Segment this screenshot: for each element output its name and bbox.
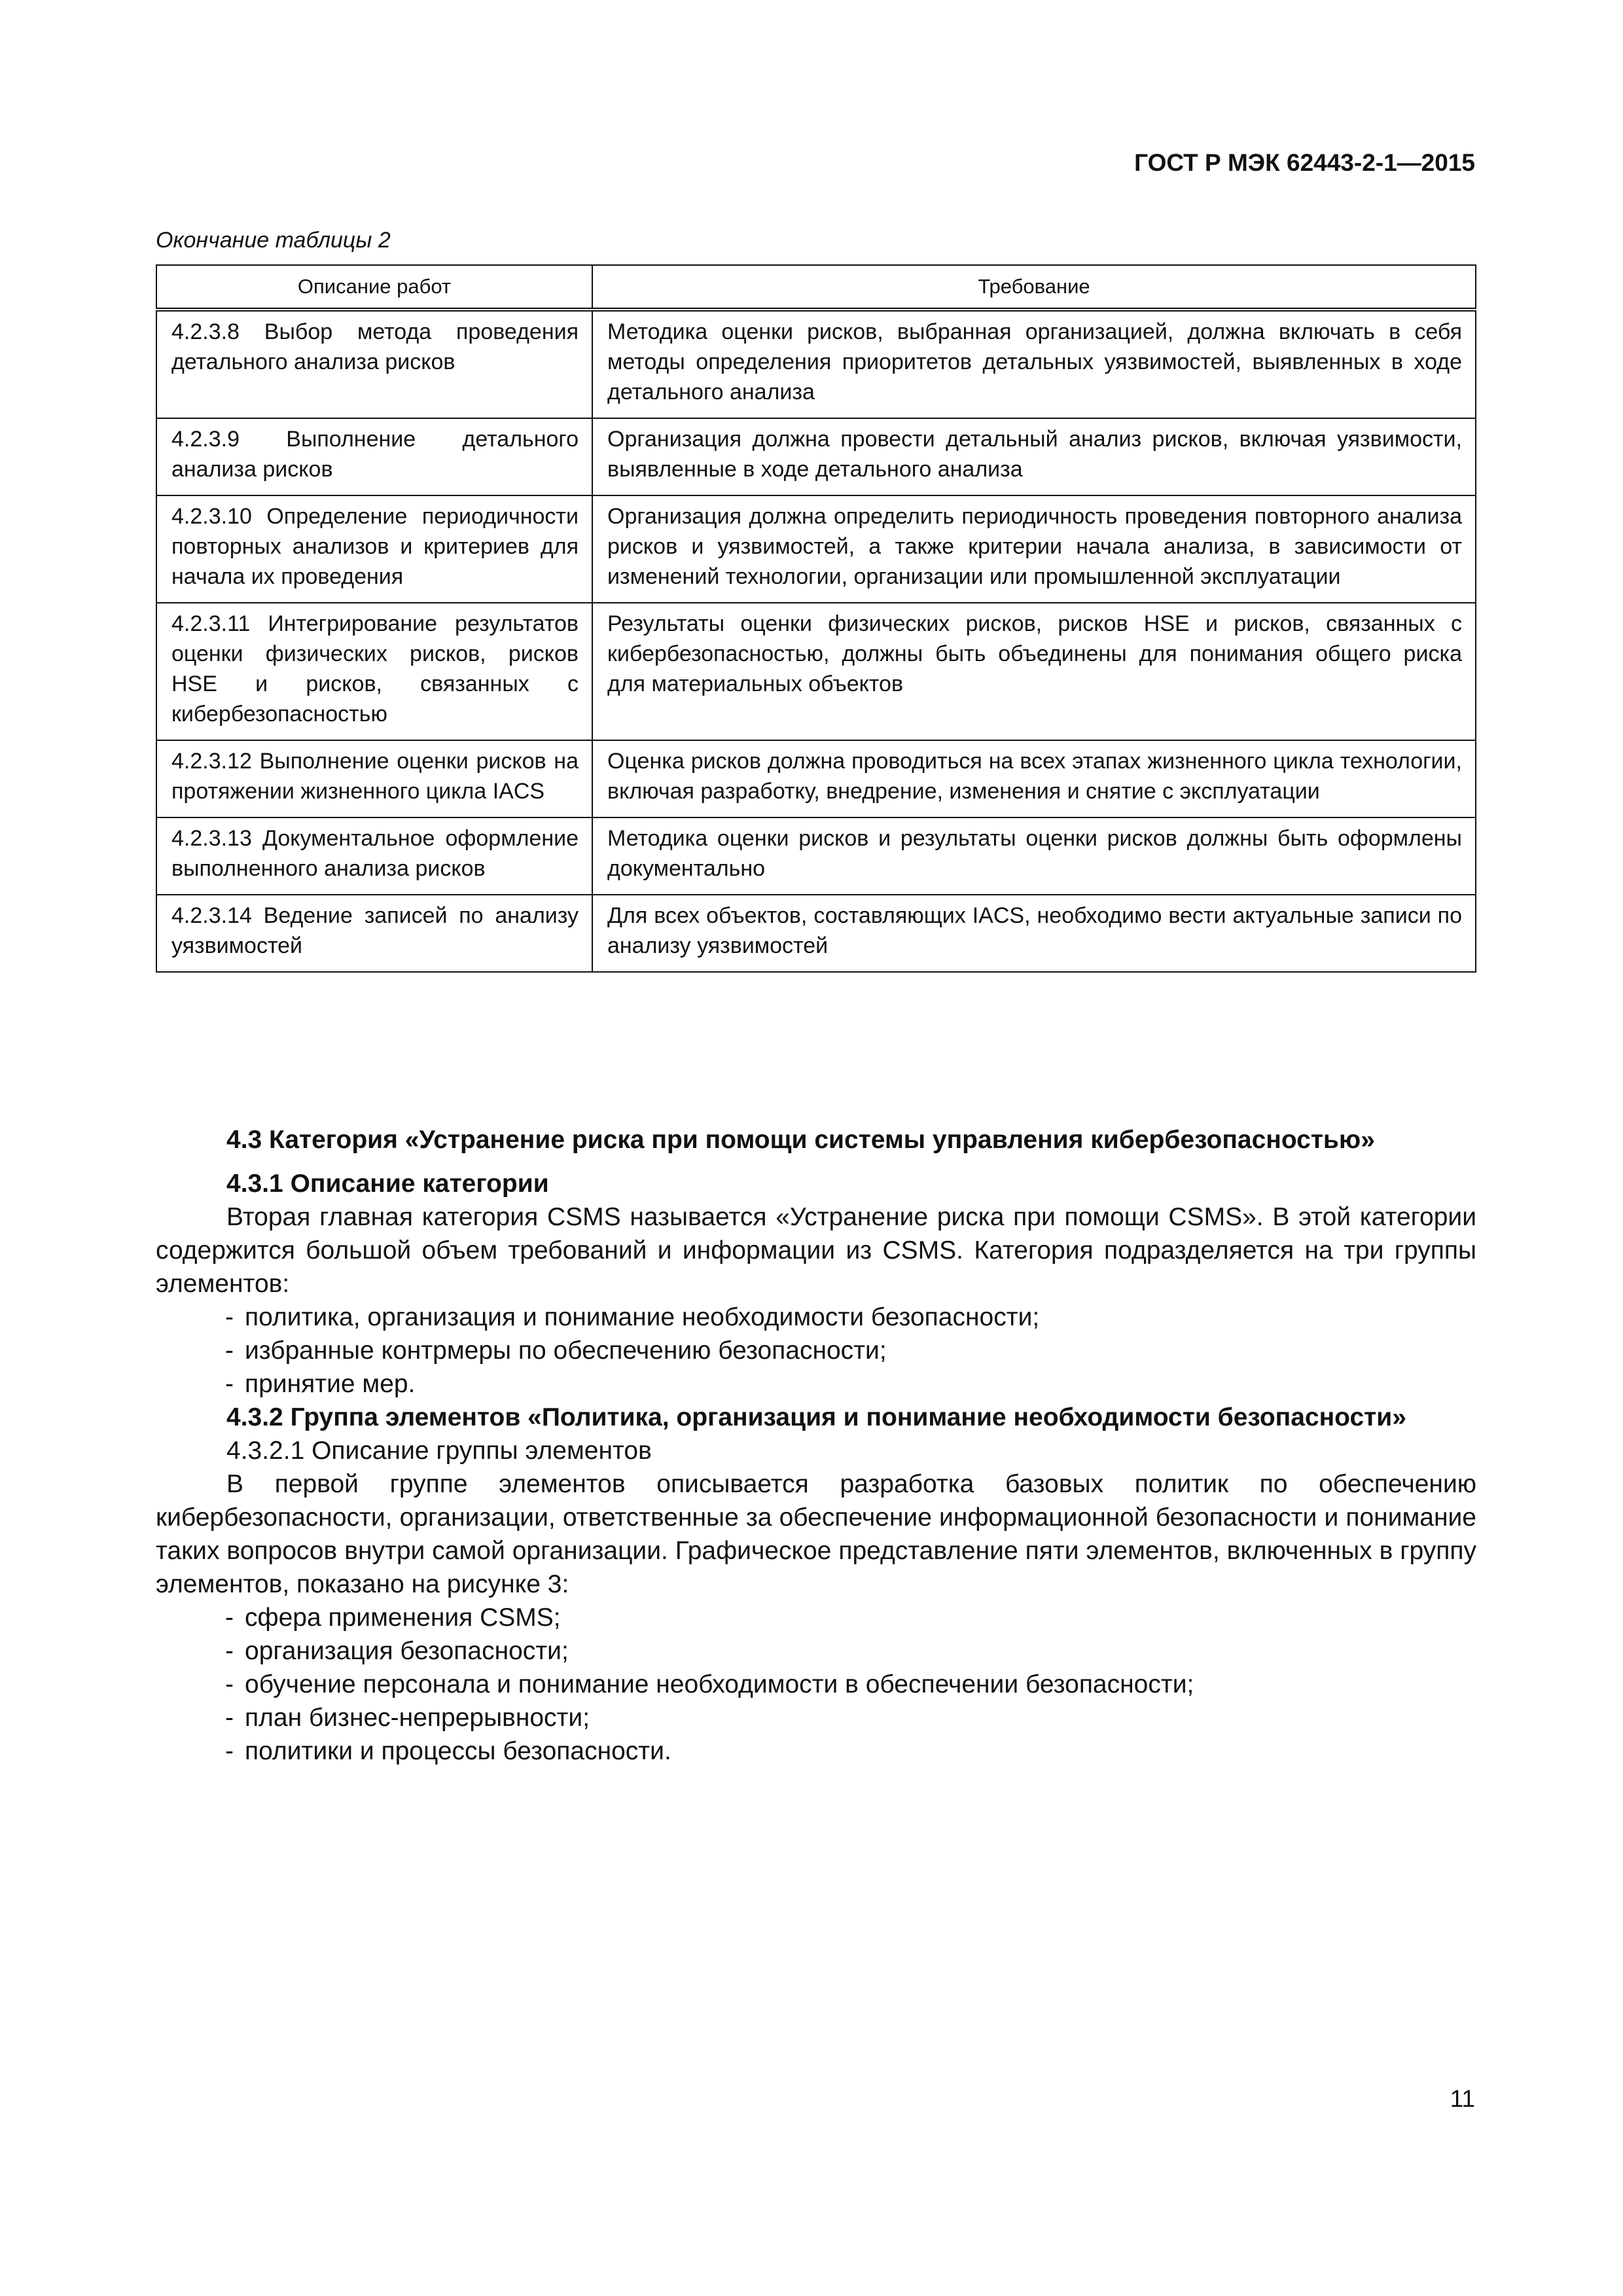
requirement-cell: Методика оценки рисков, выбранная организацией, должна включать в себя методы определения приоритетов детальных уязвимостей, выявленных в ходе детального анализа <box>592 310 1476 418</box>
subsection-heading-4-3-2: 4.3.2 Группа элементов «Политика, организация и понимание необходимости безопасности» <box>226 1403 1406 1431</box>
table-row <box>156 740 1476 817</box>
requirement-cell: Организация должна определить периодичность проведения повторного анализа рисков и уязвимостей, а также критерии начала анализа, в зависимости от изменений технологии, организации или промышленной эксплуатации <box>592 495 1476 603</box>
list-item-text: сфера применения CSMS; <box>245 1604 561 1632</box>
section-heading-4-3: 4.3 Категория «Устранение риска при помощи системы управления кибербезопасностью» <box>226 1126 1375 1154</box>
list-item <box>225 1300 1476 1334</box>
list-dash: - <box>225 1303 234 1331</box>
work-description-cell: 4.2.3.9 Выполнение детального анализа рисков <box>156 418 592 495</box>
requirements-table <box>156 264 1476 973</box>
list-item <box>225 1634 1476 1668</box>
list-item-text: организация безопасности; <box>245 1637 569 1665</box>
work-description-cell: 4.2.3.8 Выбор метода проведения детального анализа рисков <box>156 310 592 418</box>
list-dash: - <box>225 1370 234 1398</box>
paragraph-group-description: В первой группе элементов описывается разработка базовых политик по обеспечению кибербезопасности, организации, ответственные за обеспечение информационной безопасности и понимание таких вопросов внутри самой организации. Графическое представление пяти элементов, включенных в группу элементов, показано на рисунке 3: <box>156 1470 1476 1598</box>
list-dash: - <box>225 1336 234 1365</box>
list-item <box>225 1668 1476 1701</box>
table-row <box>156 895 1476 972</box>
page-number: 11 <box>1450 2085 1475 2112</box>
work-description-cell: 4.2.3.12 Выполнение оценки рисков на протяжении жизненного цикла IACS <box>156 740 592 817</box>
list-item-text: принятие мер. <box>245 1370 416 1398</box>
table-row <box>156 495 1476 603</box>
list-item-text: план бизнес-непрерывности; <box>245 1704 590 1732</box>
category-groups-list <box>156 1300 1476 1401</box>
table-caption: Окончание таблицы 2 <box>156 228 391 253</box>
section-body <box>156 1123 1476 1768</box>
list-item-text: обучение персонала и понимание необходимости в обеспечении безопасности; <box>245 1670 1194 1698</box>
work-description-cell: 4.2.3.11 Интегрирование результатов оценки физических рисков, рисков HSE и рисков, связанных с кибербезопасностью <box>156 603 592 740</box>
list-dash: - <box>225 1737 234 1765</box>
list-item-text: политика, организация и понимание необходимости безопасности; <box>245 1303 1040 1331</box>
list-item <box>225 1601 1476 1634</box>
requirement-cell: Результаты оценки физических рисков, рисков HSE и рисков, связанных с кибербезопасностью, должны быть объединены для понимания общего риска для материальных объектов <box>592 603 1476 740</box>
column-header-requirement: Требование <box>592 265 1476 310</box>
list-dash: - <box>225 1604 234 1632</box>
list-dash: - <box>225 1637 234 1665</box>
requirement-cell: Оценка рисков должна проводиться на всех этапах жизненного цикла технологии, включая разработку, внедрение, изменения и снятие с эксплуатации <box>592 740 1476 817</box>
requirement-cell: Для всех объектов, составляющих IACS, необходимо вести актуальные записи по анализу уязвимостей <box>592 895 1476 972</box>
list-item <box>225 1367 1476 1401</box>
subsection-heading-4-3-2-1: 4.3.2.1 Описание группы элементов <box>226 1437 652 1465</box>
table-row <box>156 817 1476 895</box>
subsection-heading-4-3-1: 4.3.1 Описание категории <box>226 1170 549 1198</box>
table-row <box>156 310 1476 418</box>
list-item <box>225 1334 1476 1367</box>
list-item-text: политики и процессы безопасности. <box>245 1737 671 1765</box>
work-description-cell: 4.2.3.10 Определение периодичности повторных анализов и критериев для начала их проведения <box>156 495 592 603</box>
list-dash: - <box>225 1670 234 1698</box>
work-description-cell: 4.2.3.13 Документальное оформление выполненного анализа рисков <box>156 817 592 895</box>
paragraph-category-description: Вторая главная категория CSMS называется «Устранение риска при помощи CSMS». В этой категории содержится большой объем требований и информации из CSMS. Категория подразделяется на три группы элементов: <box>156 1203 1476 1298</box>
table-row <box>156 603 1476 740</box>
table-header-row <box>156 265 1476 310</box>
list-dash: - <box>225 1704 234 1732</box>
requirement-cell: Методика оценки рисков и результаты оценки рисков должны быть оформлены документально <box>592 817 1476 895</box>
group-elements-list <box>156 1601 1476 1768</box>
table-row <box>156 418 1476 495</box>
list-item <box>225 1734 1476 1768</box>
column-header-work-description: Описание работ <box>156 265 592 310</box>
work-description-cell: 4.2.3.14 Ведение записей по анализу уязвимостей <box>156 895 592 972</box>
requirement-cell: Организация должна провести детальный анализ рисков, включая уязвимости, выявленные в ходе детального анализа <box>592 418 1476 495</box>
document-code-header: ГОСТ Р МЭК 62443-2-1—2015 <box>1134 149 1475 176</box>
list-item-text: избранные контрмеры по обеспечению безопасности; <box>245 1336 887 1365</box>
list-item <box>225 1701 1476 1734</box>
